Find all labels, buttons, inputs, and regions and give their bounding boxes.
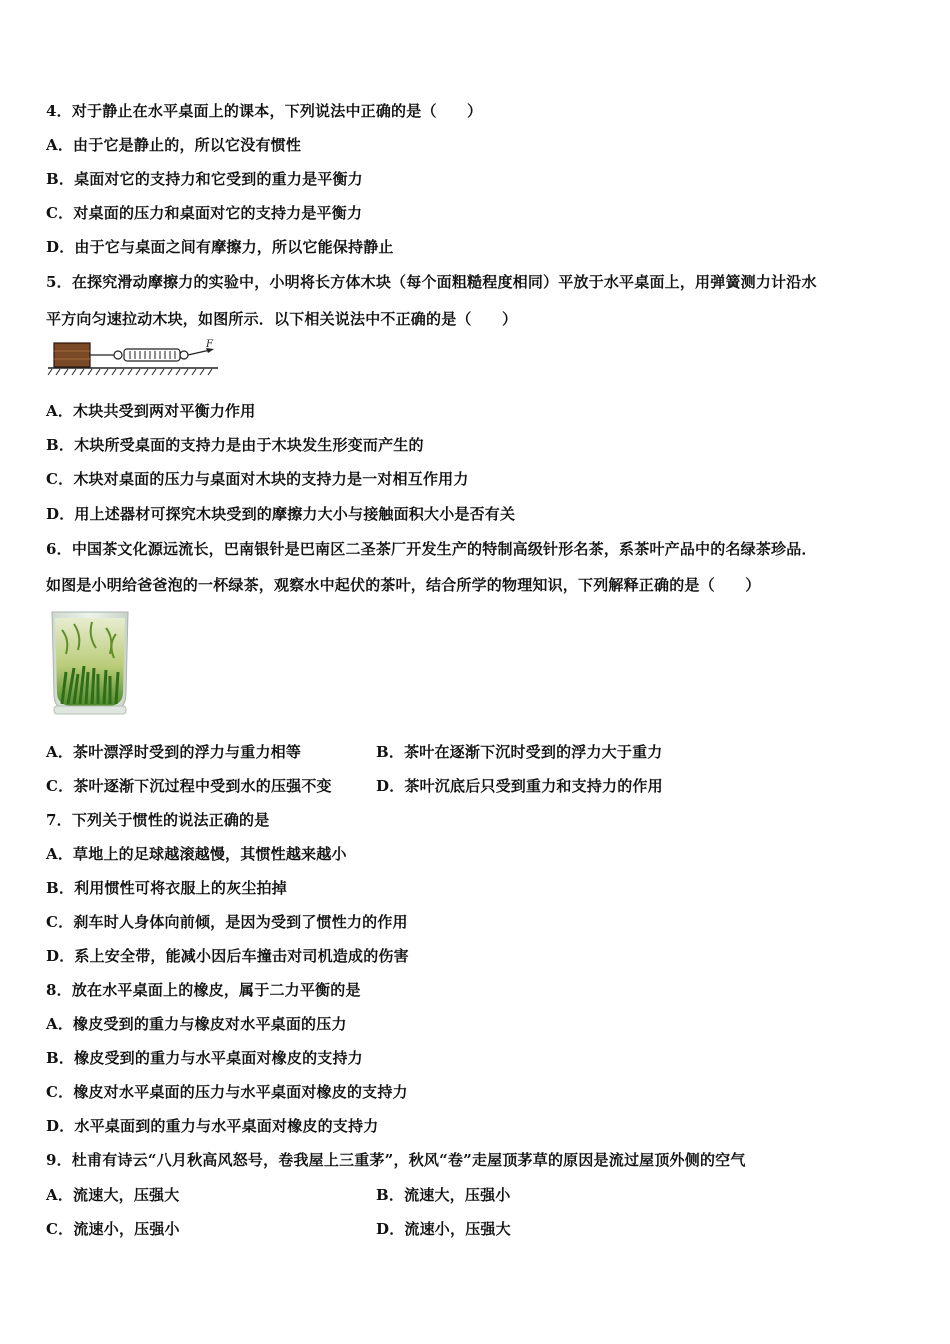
question-6-option-c: C．茶叶逐渐下沉过程中受到水的压强不变 bbox=[46, 777, 332, 795]
question-7-stem: 7．下列关于惯性的说法正确的是 bbox=[46, 811, 270, 829]
question-7-option-a: A．草地上的足球越滚越慢，其惯性越来越小 bbox=[46, 845, 347, 863]
spring-scale bbox=[124, 349, 188, 361]
question-4-option-a: A．由于它是静止的，所以它没有惯性 bbox=[46, 136, 302, 154]
question-7-option-b: B．利用惯性可将衣服上的灰尘拍掉 bbox=[46, 879, 287, 897]
force-arrow bbox=[188, 350, 210, 355]
question-9-stem: 9．杜甫有诗云“八月秋高风怒号，卷我屋上三重茅”，秋风“卷”走屋顶茅草的原因是流过屋顶外侧的空气 bbox=[46, 1151, 746, 1169]
question-8-option-c: C．橡皮对水平桌面的压力与水平桌面对橡皮的支持力 bbox=[46, 1083, 408, 1101]
question-4-stem: 4．对于静止在水平桌面上的课本，下列说法中正确的是（ ） bbox=[46, 102, 483, 120]
question-9-option-d: D．流速小，压强大 bbox=[376, 1220, 511, 1238]
question-5-option-c: C．木块对桌面的压力与桌面对木块的支持力是一对相互作用力 bbox=[46, 470, 469, 488]
question-8-option-b: B．橡皮受到的重力与水平桌面对橡皮的支持力 bbox=[46, 1049, 363, 1067]
question-5-stem-line1: 5．在探究滑动摩擦力的实验中，小明将长方体木块（每个面粗糙程度相同）平放于水平桌面上，用弹簧测力计沿水 bbox=[46, 273, 817, 291]
question-7-option-d: D．系上安全带，能减小因后车撞击对司机造成的伤害 bbox=[46, 947, 409, 965]
question-7-option-c: C．刹车时人身体向前倾，是因为受到了惯性力的作用 bbox=[46, 913, 408, 931]
question-9-option-a: A．流速大，压强大 bbox=[46, 1186, 180, 1204]
question-6-option-a: A．茶叶漂浮时受到的浮力与重力相等 bbox=[46, 743, 302, 761]
question-5-option-d: D．用上述器材可探究木块受到的摩擦力大小与接触面积大小是否有关 bbox=[46, 505, 516, 523]
question-6-option-d: D．茶叶沉底后只受到重力和支持力的作用 bbox=[376, 777, 663, 795]
wood-block bbox=[54, 343, 90, 367]
question-6-stem-line2: 如图是小明给爸爸泡的一杯绿茶，观察水中起伏的茶叶，结合所学的物理知识，下列解释正确的是（ ） bbox=[46, 576, 761, 594]
question-4-option-c: C．对桌面的压力和桌面对它的支持力是平衡力 bbox=[46, 204, 363, 222]
question-8-stem: 8．放在水平桌面上的橡皮，属于二力平衡的是 bbox=[46, 981, 361, 999]
question-6-option-b: B．茶叶在逐渐下沉时受到的浮力大于重力 bbox=[376, 743, 663, 761]
question-4-option-b: B．桌面对它的支持力和它受到的重力是平衡力 bbox=[46, 170, 363, 188]
question-9-option-b: B．流速大，压强小 bbox=[376, 1186, 511, 1204]
green-tea-glass-photo bbox=[48, 610, 132, 718]
hook bbox=[114, 351, 122, 359]
force-label: F bbox=[206, 339, 213, 350]
question-5-option-b: B．木块所受桌面的支持力是由于木块发生形变而产生的 bbox=[46, 436, 424, 454]
question-8-option-a: A．橡皮受到的重力与橡皮对水平桌面的压力 bbox=[46, 1015, 347, 1033]
question-9-option-c: C．流速小，压强小 bbox=[46, 1220, 180, 1238]
question-5-stem-line2: 平方向匀速拉动木块，如图所示．以下相关说法中不正确的是（ ） bbox=[46, 310, 518, 328]
question-8-option-d: D．水平桌面到的重力与水平桌面对橡皮的支持力 bbox=[46, 1117, 379, 1135]
question-4-option-d: D．由于它与桌面之间有摩擦力，所以它能保持静止 bbox=[46, 238, 394, 256]
question-5-option-a: A．木块共受到两对平衡力作用 bbox=[46, 402, 256, 420]
friction-experiment-figure bbox=[46, 338, 220, 378]
question-6-stem-line1: 6．中国茶文化源远流长，巴南银针是巴南区二圣茶厂开发生产的特制高级针形名茶，系茶叶产品中的名绿茶珍品． bbox=[46, 540, 817, 558]
